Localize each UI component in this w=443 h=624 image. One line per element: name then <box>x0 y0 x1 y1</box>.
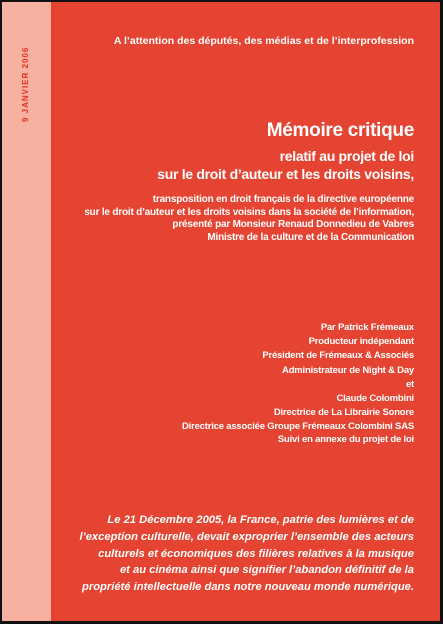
vertical-date: 9 JANVIER 2006 <box>21 46 30 122</box>
main-panel <box>51 2 440 621</box>
detail-line: Ministre de la culture et de la Communication <box>207 231 414 243</box>
detail-line: présenté par Monsieur Renaud Donnedieu de Vabres <box>172 219 414 230</box>
document-subtitle <box>61 147 414 183</box>
sidebar-band <box>2 2 51 621</box>
detail-line: transposition en droit français de la directive européenne <box>152 194 414 205</box>
authors-block <box>61 321 414 435</box>
author-line: Par Patrick Frémeaux <box>320 322 414 333</box>
attention-line: A l’attention des députés, des médias et de l’interprofession <box>113 35 414 47</box>
detail-line: sur le droit d’auteur et les droits voisins dans la société de l’information, <box>84 206 414 218</box>
author-line: Claude Colombini <box>336 393 414 405</box>
document-details <box>61 194 414 244</box>
quote-line: culturels et économiques des filières relatives à la musique <box>98 547 414 560</box>
author-line: Président de Frémeaux & Associés <box>262 350 414 362</box>
author-line: et <box>405 378 414 390</box>
closing-quote <box>68 512 414 596</box>
author-line: Directrice associée Groupe Frémeaux Colombini SAS <box>181 421 414 433</box>
quote-line: l’exception culturelle, devait exproprier l’ensemble des acteurs <box>79 530 414 543</box>
annex-note: Suivi en annexe du projet de loi <box>277 434 414 445</box>
author-line: Producteur indépendant <box>308 336 414 348</box>
quote-line: propriété intellectuelle dans notre nouveau monde numérique. <box>82 581 414 594</box>
document-title: Mémoire critique <box>266 120 414 141</box>
quote-line: et au cinéma ainsi que signifier l’abandon définitif de la <box>119 564 414 577</box>
subtitle-line: relatif au projet de loi <box>279 148 414 164</box>
author-line: Administrateur de Night & Day <box>282 364 414 376</box>
author-line: Directrice de La Librairie Sonore <box>273 407 414 419</box>
quote-line: Le 21 Décembre 2005, la France, patrie des lumières et de <box>107 514 414 526</box>
subtitle-line: sur le droit d’auteur et les droits voisins, <box>157 166 414 182</box>
